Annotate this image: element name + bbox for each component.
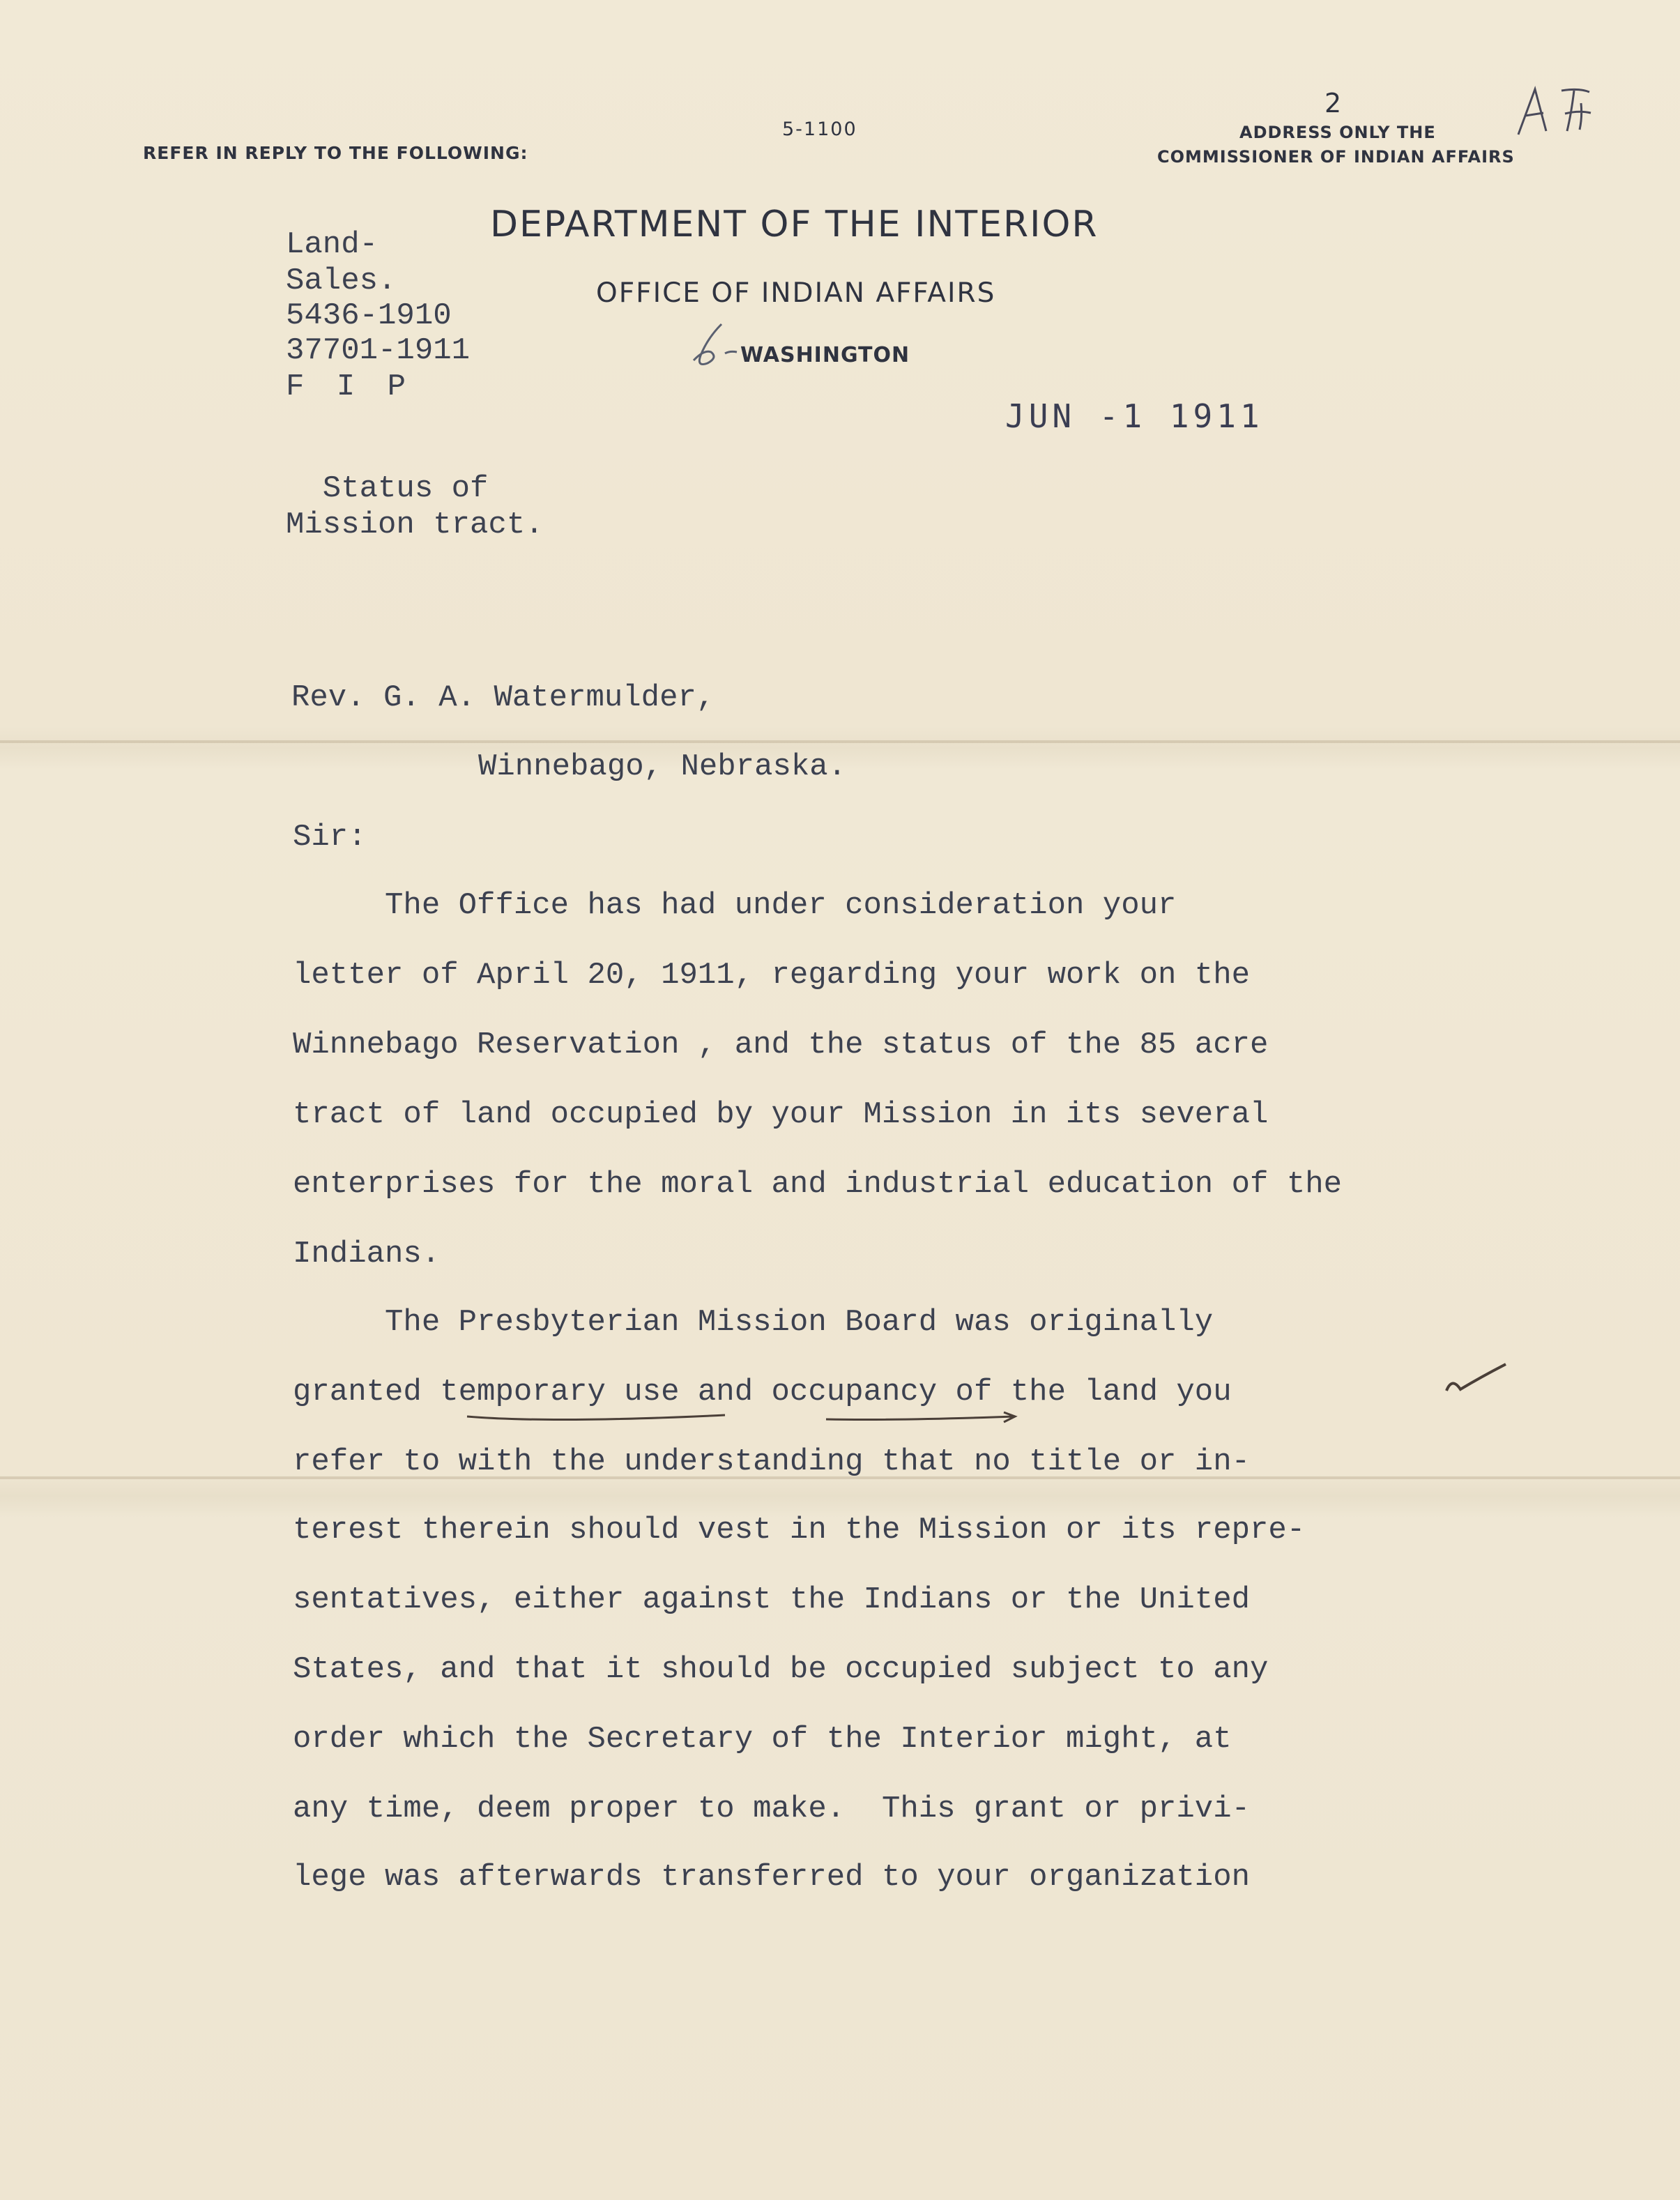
date-stamp: JUN -1 1911 [1005, 397, 1264, 435]
body-line: granted temporary use and occupancy of the land you [293, 1375, 1232, 1410]
reference-line: Sales. [286, 263, 397, 298]
body-line: any time, deem proper to make. This grant or privi- [293, 1792, 1251, 1826]
department-heading: DEPARTMENT OF THE INTERIOR [490, 204, 1099, 245]
body-line: enterprises for the moral and industrial education of the [293, 1167, 1343, 1202]
addressee-name: Rev. G. A. Watermulder, [291, 680, 715, 715]
body-line: Winnebago Reservation , and the status of the 85 acre [293, 1028, 1269, 1062]
body-line: letter of April 20, 1911, regarding your work on the [293, 958, 1251, 993]
address-line-1: ADDRESS ONLY THE [1239, 123, 1436, 142]
body-line: lege was afterwards transferred to your organization [293, 1860, 1251, 1895]
body-line: terest therein should vest in the Mission or its repre- [293, 1513, 1306, 1548]
reference-line: 5436-1910 [286, 298, 452, 333]
subject-line: Status of [286, 471, 489, 506]
page-number: 2 [1324, 88, 1342, 119]
reference-line: 37701-1911 [286, 333, 471, 368]
body-line: refer to with the understanding that no title or in- [293, 1444, 1251, 1479]
reference-line: Land- [286, 227, 379, 262]
body-line: States, and that it should be occupied subject to any [293, 1652, 1269, 1687]
handwritten-mark [687, 317, 742, 373]
body-line: sentatives, either against the Indians or the United [293, 1582, 1251, 1617]
office-heading: OFFICE OF INDIAN AFFAIRS [596, 277, 996, 309]
refer-reply-text: REFER IN REPLY TO THE FOLLOWING: [143, 143, 528, 163]
salutation: Sir: [293, 820, 367, 855]
subject-line: Mission tract. [286, 507, 544, 542]
addressee-location: Winnebago, Nebraska. [478, 749, 847, 784]
body-line: tract of land occupied by your Mission in its several [293, 1097, 1269, 1132]
body-line: The Office has had under consideration your [293, 888, 1177, 923]
city-heading: WASHINGTON [740, 343, 910, 367]
body-line: order which the Secretary of the Interior might, at [293, 1722, 1232, 1757]
reference-line: F I P [286, 369, 413, 404]
handwritten-initials-mark [1513, 82, 1603, 145]
body-line: Indians. [293, 1237, 441, 1271]
address-line-2: COMMISSIONER OF INDIAN AFFAIRS [1157, 147, 1515, 167]
check-mark-icon [1433, 1356, 1516, 1405]
body-line: The Presbyterian Mission Board was originally [293, 1305, 1214, 1340]
fold-line [0, 740, 1680, 743]
form-number: 5-1100 [782, 119, 857, 140]
